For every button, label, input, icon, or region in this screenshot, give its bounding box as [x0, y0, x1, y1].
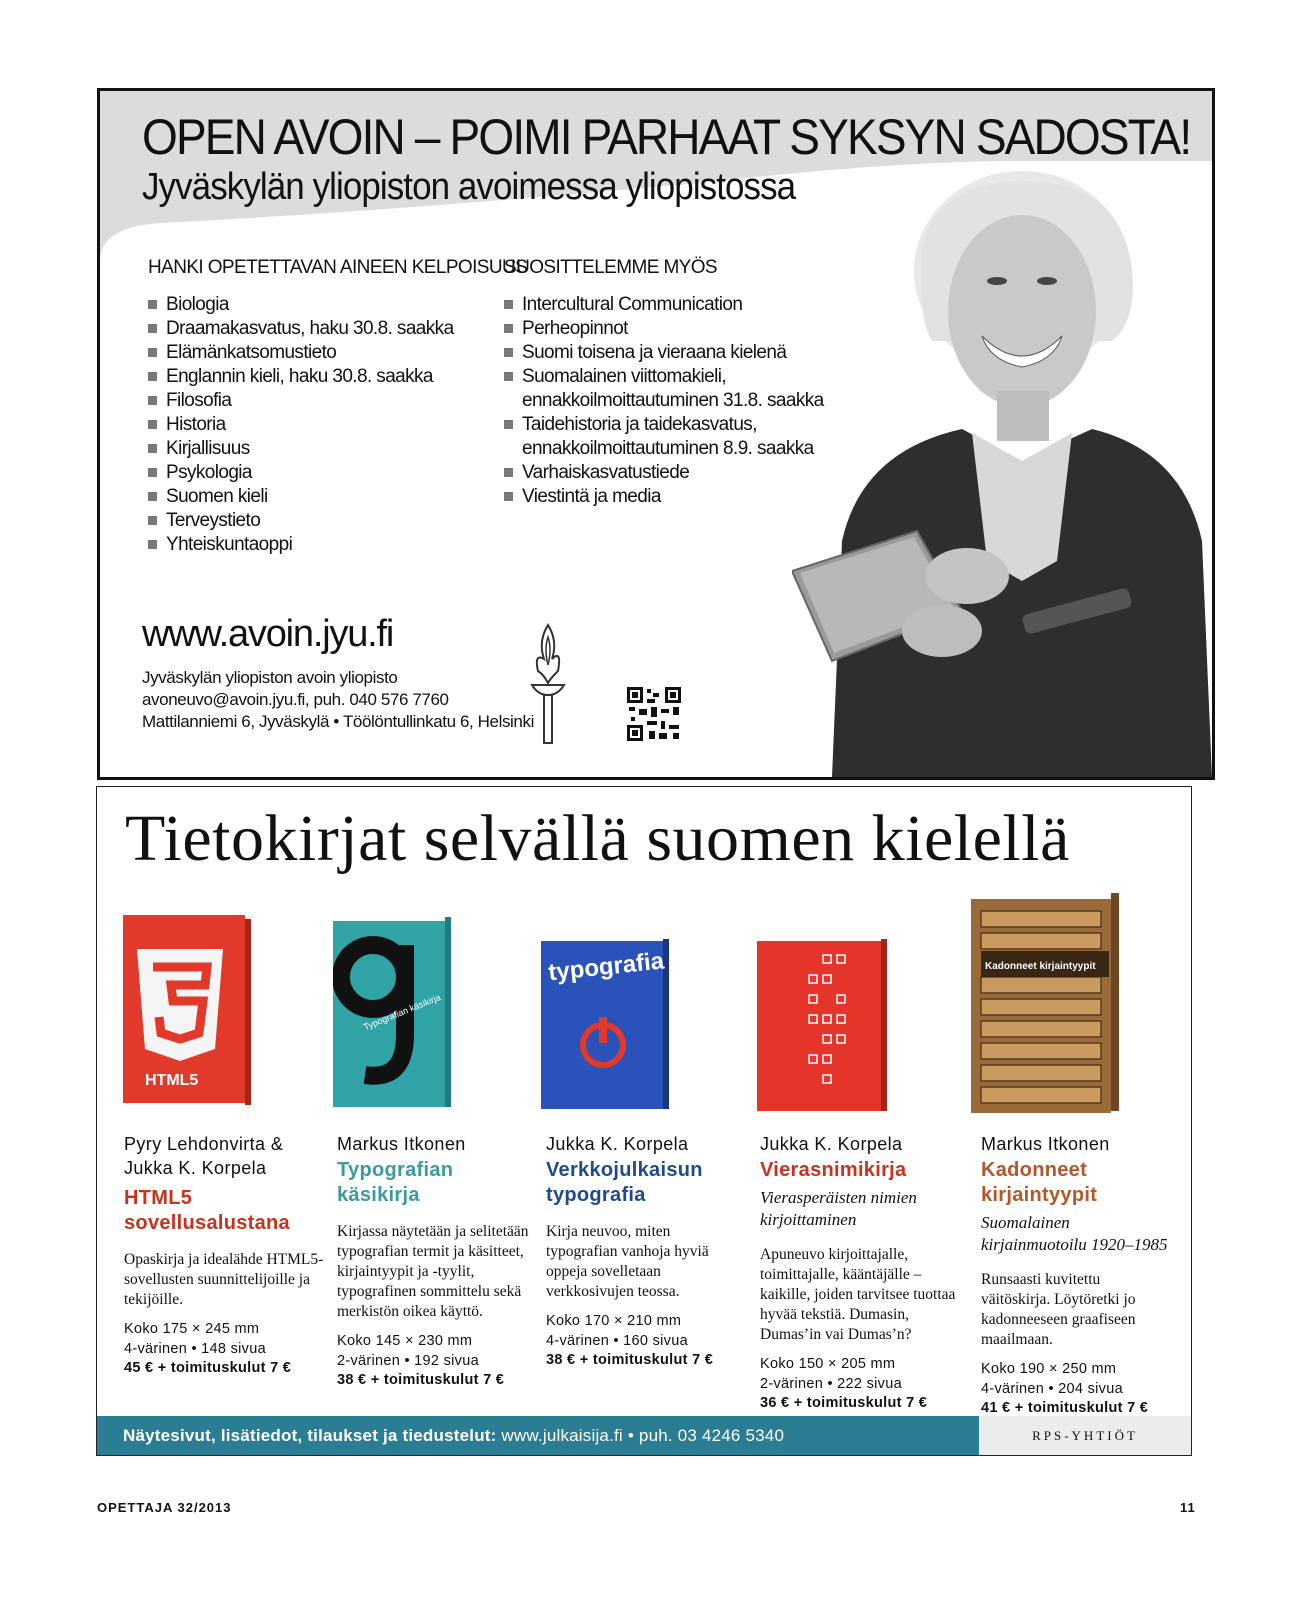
column-heading: HANKI OPETETTAVAN AINEEN KELPOISUUS [148, 257, 528, 278]
book-price: 36 € + toimituskulut 7 € [760, 1395, 928, 1411]
book-info-typografian-kasikirja [337, 1132, 537, 1391]
website-link[interactable]: www.avoin.jyu.fi [142, 613, 394, 655]
book-info-kadonneet-kirjaintyypit [981, 1132, 1171, 1419]
book-specs [546, 1312, 742, 1371]
book-description: Opaskirja ja idealähde HTML5-sovellusten suunnittelijoille ja tekijöille. [124, 1251, 324, 1308]
book-info-html5 [124, 1132, 324, 1379]
book-specs [760, 1355, 960, 1414]
book-size: Koko 170 × 210 mm [546, 1313, 682, 1329]
list-item-continuation: ennakkoilmoittautuminen 31.8. saakka [522, 390, 824, 411]
book-price: 41 € + toimituskulut 7 € [981, 1400, 1149, 1416]
smiling-woman-with-tablet-photo [792, 161, 1212, 777]
book-title-line: Kadonneet [981, 1159, 1088, 1181]
order-info-bar [97, 1416, 979, 1455]
list-item: Yhteiskuntaoppi [148, 533, 527, 557]
book-price: 38 € + toimituskulut 7 € [337, 1372, 505, 1388]
book-subtitle: Suomalainen kirjainmuotoilu 1920–1985 [981, 1213, 1168, 1254]
book-title-line: sovellusalustana [124, 1212, 290, 1234]
book-title-line: käsikirja [337, 1184, 420, 1206]
book-print: 2-värinen • 192 sivua [337, 1352, 479, 1369]
list-item: Suomalainen viittomakieli, [504, 365, 824, 389]
list-item: Terveystieto [148, 509, 527, 533]
book-title [981, 1158, 1171, 1208]
book-size: Koko 150 × 205 mm [760, 1356, 896, 1372]
contact-org: Jyväskylän yliopiston avoin yliopisto [142, 668, 398, 687]
recommended-subjects-list [504, 257, 824, 509]
book-author: Jukka K. Korpela [546, 1134, 689, 1154]
book-price: 45 € + toimituskulut 7 € [124, 1360, 292, 1376]
book-specs [337, 1332, 537, 1391]
book-print: 4-värinen • 204 sivua [981, 1380, 1123, 1397]
book-title: Vierasnimikirja [760, 1159, 907, 1181]
book-cover-kadonneet-kirjaintyypit [971, 883, 1119, 1115]
book-subtitle: Vierasperäisten nimien kirjoittaminen [760, 1188, 917, 1229]
book-author: Pyry Lehdonvirta & Jukka K. Korpela [124, 1134, 284, 1178]
cover-title-text: typografia [547, 947, 666, 987]
book-description: Apuneuvo kirjoittajalle, toimittajalle, kääntäjälle – kaikille, joiden tarvitsee tuottaa hyvää tekstiä. Dumasin, Dumas’in vai Dumas’n? [760, 1246, 956, 1343]
book-price: 38 € + toimituskulut 7 € [546, 1352, 714, 1368]
book-cover-verkkojulkaisun-typografia [541, 933, 669, 1111]
cover-title-text: Typografian käsikirja [362, 992, 443, 1033]
publisher-logo: RPS-YHTIÖT [979, 1416, 1191, 1455]
qualification-subjects-list [148, 257, 527, 557]
ad-subheadline: Jyväskylän yliopiston avoimessa yliopistossa [142, 166, 796, 208]
list-item: Suomi toisena ja vieraana kielenä [504, 341, 824, 365]
book-author: Jukka K. Korpela [760, 1134, 903, 1154]
book-description: Kirjassa näytetään ja selitetään typografian termit ja käsitteet, kirjaintyypit ja -tyylit, typografinen sommittelu sekä merkistön oikea käyttö. [337, 1223, 529, 1320]
book-cover-typografian-kasikirja [333, 915, 451, 1109]
book-title-line: HTML5 [124, 1187, 193, 1209]
ad-headline: OPEN AVOIN – POIMI PARHAAT SYKSYN SADOSTA! [142, 109, 1191, 165]
list-item: Englannin kieli, haku 30.8. saakka [148, 365, 527, 389]
list-item: Varhaiskasvatustiede [504, 461, 824, 485]
book-size: Koko 190 × 250 mm [981, 1361, 1117, 1377]
book-title-line: typografia [546, 1184, 646, 1206]
book-cover-html5 [123, 909, 251, 1107]
list-item: Suomen kieli [148, 485, 527, 509]
book-author: Markus Itkonen [981, 1134, 1110, 1154]
book-specs [981, 1360, 1171, 1419]
book-info-vierasnimikirja [760, 1132, 960, 1414]
book-title-line: Typografian [337, 1159, 454, 1181]
book-specs [124, 1320, 324, 1379]
book-print: 4-värinen • 160 sivua [546, 1332, 688, 1349]
cover-title-text: Kadonneet kirjaintyypit [985, 961, 1096, 972]
contact-info [142, 667, 534, 733]
books-ad-title: Tietokirjat selvällä suomen kielellä [125, 802, 1070, 875]
book-title-line: kirjaintyypit [981, 1184, 1098, 1206]
order-info-contact[interactable]: www.julkaisija.fi • puh. 03 4246 5340 [496, 1426, 785, 1445]
book-title [124, 1186, 324, 1236]
list-item-continuation: ennakkoilmoittautuminen 8.9. saakka [522, 438, 814, 459]
book-size: Koko 175 × 245 mm [124, 1321, 260, 1337]
column-heading: SUOSITTELEMME MYÖS [504, 257, 718, 278]
list-item: Taidehistoria ja taidekasvatus, [504, 413, 824, 437]
list-item: Kirjallisuus [148, 437, 527, 461]
magazine-issue: OPETTAJA 32/2013 [97, 1500, 232, 1515]
book-author: Markus Itkonen [337, 1134, 466, 1154]
list-item: Historia [148, 413, 527, 437]
book-description: Runsaasti kuvitettu väitöskirja. Löytöretki jo kadonneeseen graafiseen maailmaan. [981, 1271, 1136, 1348]
book-title [337, 1158, 537, 1208]
books-ad [96, 786, 1192, 1456]
contact-addresses: Mattilanniemi 6, Jyväskylä • Töölöntullinkatu 6, Helsinki [142, 712, 534, 731]
book-size: Koko 145 × 230 mm [337, 1333, 473, 1349]
order-info-label: Näytesivut, lisätiedot, tilaukset ja tiedustelut: [123, 1426, 497, 1445]
open-university-ad [97, 88, 1215, 780]
list-item: Psykologia [148, 461, 527, 485]
list-item: Intercultural Communication [504, 293, 824, 317]
list-item: Perheopinnot [504, 317, 824, 341]
university-torch-logo-icon [528, 619, 568, 747]
book-info-verkkojulkaisun-typografia [546, 1132, 742, 1371]
cover-title-text: HTML5 [145, 1072, 199, 1089]
book-description: Kirja neuvoo, miten typografian vanhoja hyviä oppeja sovelletaan verkkosivujen teossa. [546, 1223, 709, 1300]
book-cover-vierasnimikirja [757, 935, 887, 1111]
contact-email-phone: avoneuvo@avoin.jyu.fi, puh. 040 576 7760 [142, 690, 449, 709]
list-item: Elämänkatsomustieto [148, 341, 527, 365]
book-title-line: Verkkojulkaisun [546, 1159, 703, 1181]
list-item: Biologia [148, 293, 527, 317]
book-title [546, 1158, 742, 1208]
book-print: 2-värinen • 222 sivua [760, 1375, 902, 1392]
list-item: Draamakasvatus, haku 30.8. saakka [148, 317, 527, 341]
list-item: Viestintä ja media [504, 485, 824, 509]
book-print: 4-värinen • 148 sivua [124, 1340, 266, 1357]
page-number: 11 [1180, 1500, 1196, 1515]
qr-code-icon [627, 687, 681, 741]
list-item: Filosofia [148, 389, 527, 413]
